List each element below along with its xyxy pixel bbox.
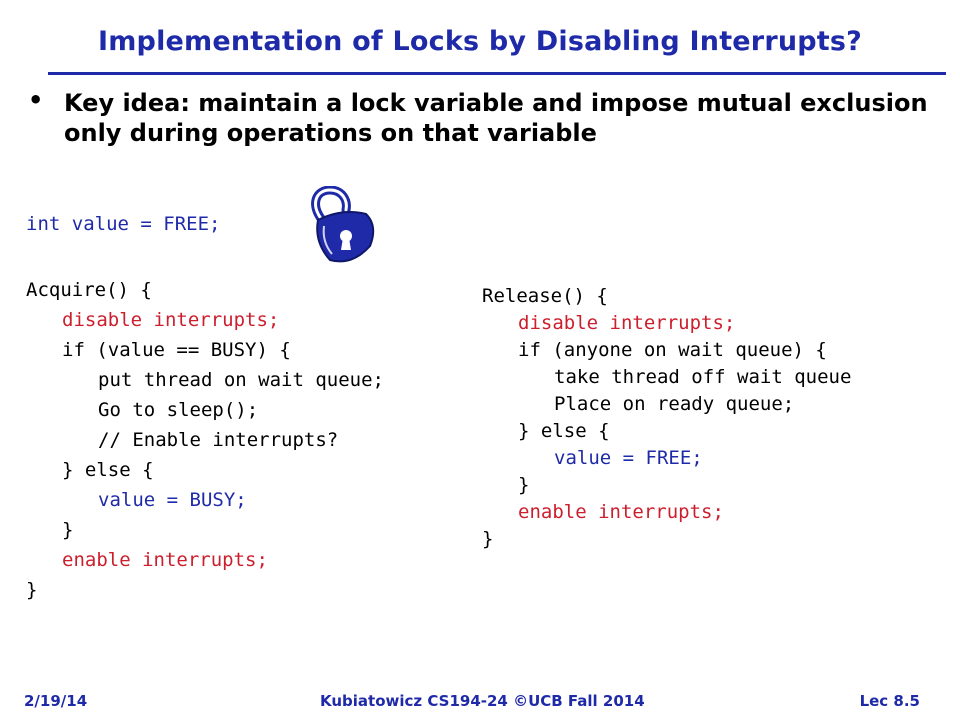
title-underline xyxy=(48,72,946,75)
open-padlock-icon xyxy=(300,186,380,266)
acquire-code-line: if (value == BUSY) { xyxy=(62,339,291,361)
release-code-line: } xyxy=(518,474,530,496)
release-code-line: } xyxy=(482,528,494,550)
acquire-code-line: } xyxy=(62,519,74,541)
release-code-line: take thread off wait queue xyxy=(554,366,852,388)
acquire-code-line: value = BUSY; xyxy=(98,489,247,511)
acquire-code-line: } xyxy=(26,579,38,601)
release-code-line: Place on ready queue; xyxy=(554,393,795,415)
footer-date: 2/19/14 xyxy=(24,692,88,710)
footer-course: Kubiatowicz CS194-24 ©UCB Fall 2014 xyxy=(320,692,645,710)
release-code-line: } else { xyxy=(518,420,610,442)
slide-title: Implementation of Locks by Disabling Interrupts? xyxy=(97,26,863,57)
release-code-line: if (anyone on wait queue) { xyxy=(518,339,827,361)
footer-lecture: Lec 8.5 xyxy=(859,692,920,710)
acquire-code-line: disable interrupts; xyxy=(62,309,280,331)
acquire-code-line: Acquire() { xyxy=(26,279,152,301)
bullet-text: Key idea: maintain a lock variable and impose mutual exclusion only during operations on that variable xyxy=(64,89,928,147)
lock-variable-declaration: int value = FREE; xyxy=(26,213,221,235)
acquire-code-line: put thread on wait queue; xyxy=(98,369,384,391)
release-code-line: Release() { xyxy=(482,285,608,307)
acquire-function-code xyxy=(26,275,384,605)
acquire-code-line: enable interrupts; xyxy=(62,549,268,571)
release-code-line: enable interrupts; xyxy=(518,501,724,523)
release-function-code xyxy=(482,283,851,553)
release-code-line: value = FREE; xyxy=(554,447,703,469)
release-code-line: disable interrupts; xyxy=(518,312,736,334)
acquire-code-line: // Enable interrupts? xyxy=(98,429,339,451)
bullet-marker: • xyxy=(28,86,44,114)
acquire-code-line: Go to sleep(); xyxy=(98,399,259,421)
acquire-code-line: } else { xyxy=(62,459,154,481)
